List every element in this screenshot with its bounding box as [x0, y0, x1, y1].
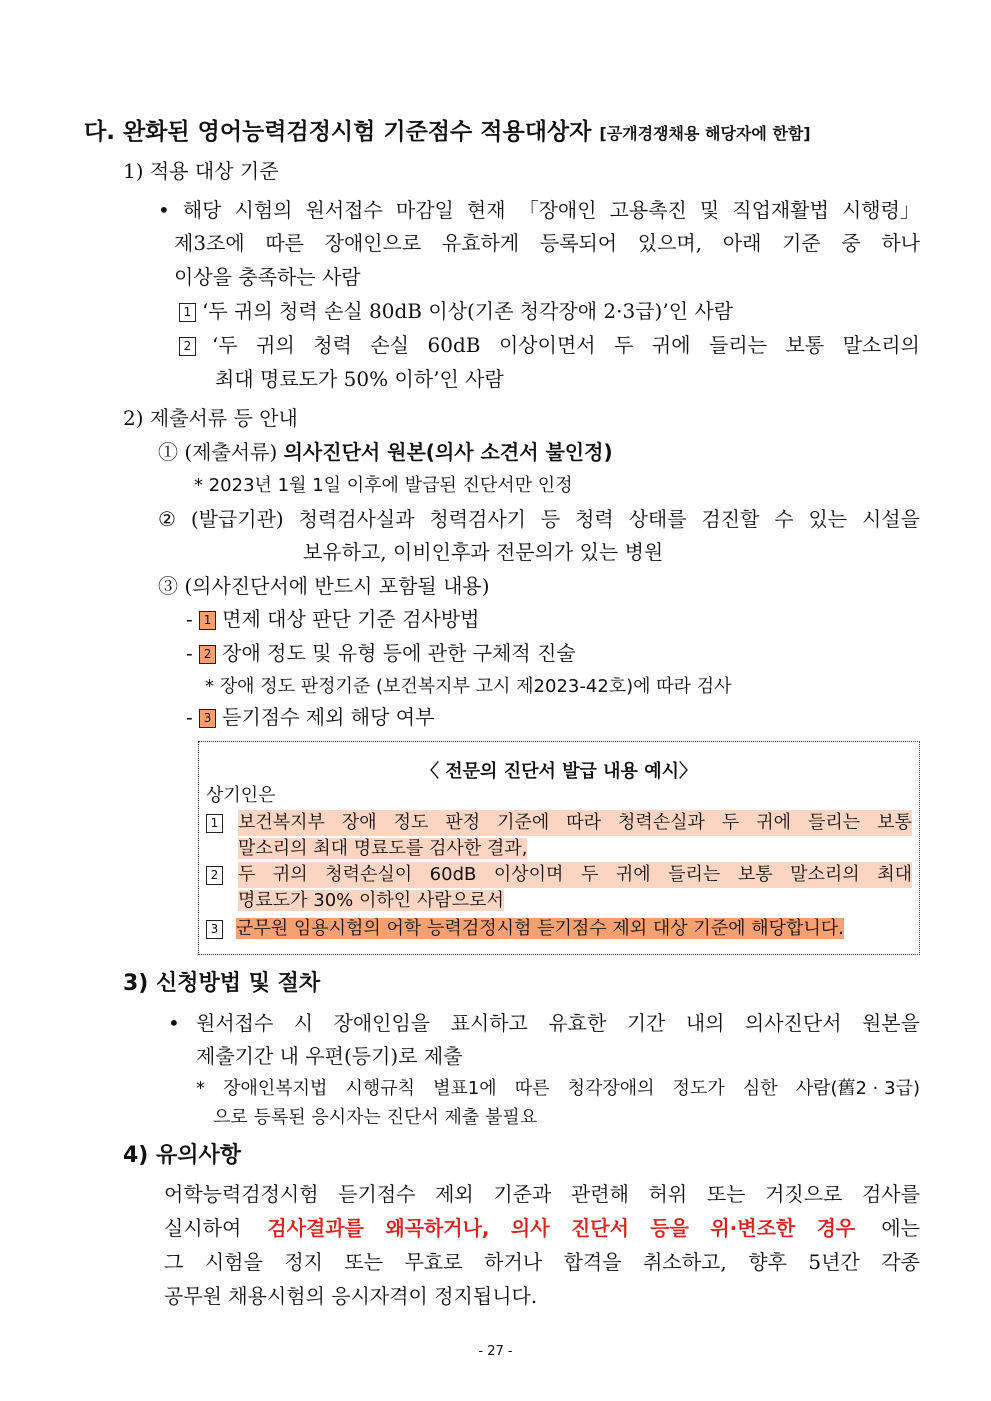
word: 현재 [466, 198, 506, 222]
word: 각종 [881, 1250, 920, 1274]
word: 따른 [265, 231, 304, 255]
word: 시설을 [861, 507, 920, 531]
word: 청력 [313, 333, 352, 357]
word: 제외 [435, 1182, 474, 1206]
word: 기준에 [497, 812, 550, 833]
word: 시험을 [204, 1250, 263, 1274]
example-intro: 상기인은 [206, 785, 276, 806]
word: 장애인으로 [324, 231, 422, 255]
s2-item2-line2: 보유하고, 이비인후과 전문의가 있는 병원 [303, 540, 664, 564]
example-1-line2-wrap [238, 836, 527, 862]
word: 청력 [575, 507, 614, 531]
word: 청력손실과 [617, 812, 705, 833]
example-1-line1 [238, 810, 912, 836]
s2-sub2-note: * 장애 정도 판정기준 (보건복지부 고시 제2023-42호)에 따라 검사 [205, 676, 732, 697]
s2-item2-line1 [158, 507, 920, 531]
s4-title: 4) 유의사항 [123, 1143, 242, 1168]
word: 5년간 [808, 1250, 860, 1274]
s4-line1 [164, 1182, 920, 1206]
word: 취소하고, [643, 1250, 727, 1274]
red-word: 위·변조한 [710, 1216, 796, 1240]
word: 기준과 [493, 1182, 552, 1206]
sub2-text: 장애 정도 및 유형 등에 관한 구체적 진술 [222, 641, 576, 665]
word: 하나 [881, 231, 920, 255]
example-1-number-wrap [206, 812, 229, 836]
sub3-text: 듣기점수 제외 해당 여부 [222, 705, 435, 729]
heading-main: 다. 완화된 영어능력검정시험 기준점수 적용대상자 [84, 119, 592, 145]
criterion-2-number-wrap [179, 333, 202, 357]
s4-line2 [164, 1216, 920, 1240]
example-1-line2: 말소리의 최대 명료도를 검사한 결과, [238, 838, 528, 859]
red-word: 경우 [816, 1216, 856, 1240]
word: (발급기관) [190, 507, 284, 531]
word: 또는 [344, 1250, 384, 1274]
s3-bullet: • [168, 1011, 180, 1035]
word: 정도가 [672, 1078, 725, 1099]
word: 「장애인 [518, 198, 597, 222]
example-2-line1 [238, 862, 912, 888]
word: 검사를 [861, 1182, 920, 1206]
word: 있는 [808, 507, 848, 531]
word: 손실 [370, 333, 410, 357]
s1-bullet-line2 [174, 231, 920, 255]
word: 시험의 [234, 198, 293, 222]
word: 귀의 [272, 864, 308, 885]
sub3-number: 3 [199, 709, 216, 728]
example-3-text: 군무원 임용시험의 어학 능력검정시험 듣기점수 제외 대상 기준에 해당합니다. [236, 918, 844, 939]
word: 유효한 [548, 1011, 607, 1035]
word: 합격을 [563, 1250, 622, 1274]
s2-sub1 [186, 607, 479, 631]
sub1-number: 1 [199, 611, 216, 630]
s4-line3 [164, 1250, 920, 1274]
criterion-2-line1 [212, 333, 920, 357]
word: 귀에 [651, 333, 691, 357]
word: 말소리의 [790, 864, 860, 885]
word: 그 [164, 1250, 184, 1274]
red-word: 진단서 [570, 1216, 629, 1240]
word: 보통 [737, 864, 773, 885]
word: 수 [774, 507, 794, 531]
word: 보통 [877, 812, 912, 833]
word: 하거나 [484, 1250, 543, 1274]
example-2-number: 2 [206, 866, 223, 885]
s1-bullet-line1 [158, 198, 920, 222]
s1-title: 1) 적용 대상 기준 [123, 159, 279, 183]
s2-item1-bold: 의사진단서 원본(의사 소견서 불인정) [283, 440, 613, 464]
example-3-number: 3 [206, 920, 223, 939]
sub2-number: 2 [199, 645, 216, 664]
word: 있으며, [637, 231, 703, 255]
red-word: 등을 [650, 1216, 689, 1240]
red-word: 왜곡하거나, [385, 1216, 490, 1240]
word: 사람(舊2 · 3급) [795, 1078, 920, 1099]
word: ② [158, 507, 176, 531]
word: 따라 [566, 812, 602, 833]
word: 또는 [706, 1182, 746, 1206]
word: 기간 [626, 1011, 666, 1035]
sub1-text: 면제 대상 판단 기준 검사방법 [222, 607, 480, 631]
example-3-wrap [236, 916, 844, 942]
word: 판정 [445, 812, 481, 833]
word: 향후 [748, 1250, 787, 1274]
s2-sub2 [186, 641, 576, 665]
example-title: 〈 전문의 진단서 발급 내용 예시〉 [421, 761, 697, 782]
word: • [158, 198, 170, 222]
criterion-1-number: 1 [179, 303, 196, 322]
word: * [196, 1078, 205, 1099]
word: 두 [614, 333, 634, 357]
word: 귀에 [615, 864, 651, 885]
word: 들리는 [668, 864, 721, 885]
word: 의사진단서 [744, 1011, 842, 1035]
word: 듣기점수 [338, 1182, 416, 1206]
word: 이상이며 [493, 864, 564, 885]
word: 들리는 [709, 333, 767, 357]
word: 시행령」 [841, 198, 920, 222]
word: 원서접수 [305, 198, 383, 222]
criterion-2-number: 2 [179, 337, 196, 356]
word: 정지 [284, 1250, 323, 1274]
word: ‘두 [212, 333, 238, 357]
word: 어학능력검정시험 [164, 1182, 319, 1206]
word: 무효로 [404, 1250, 463, 1274]
word: 장애인복지법 [223, 1078, 328, 1099]
word: 귀에 [756, 812, 791, 833]
s2-item1-prefix: ① (제출서류) [158, 440, 278, 464]
word: 청력검사실과 [298, 507, 415, 531]
word: 직업재활법 [732, 198, 829, 222]
s3-line1 [196, 1011, 920, 1035]
word: 등록되어 [539, 231, 618, 255]
word: 60dB [427, 333, 481, 357]
word: 두 [721, 812, 740, 833]
s4-line4: 공무원 채용시험의 응시자격이 정지됩니다. [164, 1284, 538, 1308]
red-word: 의사 [510, 1216, 550, 1240]
word: 기준 [782, 231, 821, 255]
word: 별표1에 [433, 1078, 497, 1099]
dash: - [186, 641, 193, 665]
word: 정도 [393, 812, 429, 833]
word: 최대 [877, 864, 912, 885]
word: 청력검사기 [429, 507, 526, 531]
word: 원서접수 [196, 1011, 274, 1035]
example-1-number: 1 [206, 814, 223, 833]
s4-line2-pre: 실시하여 [164, 1216, 242, 1240]
word: 시 [293, 1011, 314, 1035]
word: 장애 [341, 812, 377, 833]
word: 말소리의 [842, 333, 920, 357]
s2-item3: ③ (의사진단서에 반드시 포함될 내용) [158, 574, 490, 598]
word: 등 [540, 507, 561, 531]
criterion-1-text: ‘두 귀의 청력 손실 80dB 이상(기존 청각장애 2·3급)’인 사람 [202, 299, 734, 323]
s4-line2-red [267, 1216, 855, 1240]
word: 60dB [429, 864, 477, 885]
word: 표시하고 [450, 1011, 528, 1035]
s1-bullet-line3: 이상을 충족하는 사람 [174, 265, 361, 289]
s2-sub3 [186, 705, 434, 729]
s3-note-line2: 으로 등록된 응시자는 진단서 제출 불필요 [213, 1107, 538, 1128]
word: 허위 [648, 1182, 688, 1206]
word: 시행규칙 [345, 1078, 416, 1099]
word: 들리는 [807, 812, 861, 833]
word: 해당 [182, 198, 222, 222]
heading-note: [공개경쟁채용 해당자에 한함] [599, 124, 811, 143]
word: 고용촉진 [609, 198, 687, 222]
example-2-number-wrap [206, 864, 229, 888]
word: 제3조에 [174, 231, 245, 255]
s4-line2-post: 에는 [881, 1216, 920, 1240]
s3-note-line1 [196, 1077, 920, 1101]
s3-line2: 제출기간 내 우편(등기)로 제출 [196, 1044, 463, 1068]
word: 중 [841, 231, 861, 255]
word: 이상이면서 [498, 333, 596, 357]
word: 검진할 [701, 507, 760, 531]
word: 두 [580, 864, 599, 885]
word: 귀의 [256, 333, 295, 357]
example-3-number-wrap [206, 918, 229, 942]
word: 및 [699, 198, 720, 222]
example-2-line2: 명료도가 30% 이하인 사람으로서 [238, 890, 504, 911]
s2-title: 2) 제출서류 등 안내 [123, 406, 298, 430]
word: 심한 [742, 1078, 778, 1099]
word: 상태를 [628, 507, 687, 531]
word: 관련해 [570, 1182, 629, 1206]
word: 마감일 [395, 198, 454, 222]
criterion-1 [179, 299, 733, 323]
red-word: 검사결과를 [267, 1216, 364, 1240]
word: 유효하게 [441, 231, 520, 255]
dash: - [186, 607, 193, 631]
word: 보통 [785, 333, 825, 357]
criterion-2-line2: 최대 명료도가 50% 이하’인 사람 [215, 367, 504, 391]
section-heading [84, 117, 811, 149]
page-number: - 27 - [478, 1344, 513, 1359]
word: 청각장애의 [567, 1078, 655, 1099]
word: 두 [238, 864, 256, 885]
word: 아래 [722, 231, 762, 255]
word: 원본을 [861, 1011, 920, 1035]
s2-item1-note: * 2023년 1월 1일 이후에 발급된 진단서만 인정 [194, 475, 573, 496]
word: 청력손실이 [325, 864, 413, 885]
word: 보건복지부 [238, 812, 325, 833]
word: 내의 [685, 1011, 725, 1035]
dash: - [186, 705, 193, 729]
word: 장애인임을 [333, 1011, 431, 1035]
word: 거짓으로 [765, 1182, 843, 1206]
s2-item1 [158, 440, 613, 464]
example-2-line2-wrap [238, 888, 504, 914]
s3-title: 3) 신청방법 및 절차 [123, 971, 321, 996]
word: 따른 [514, 1078, 550, 1099]
